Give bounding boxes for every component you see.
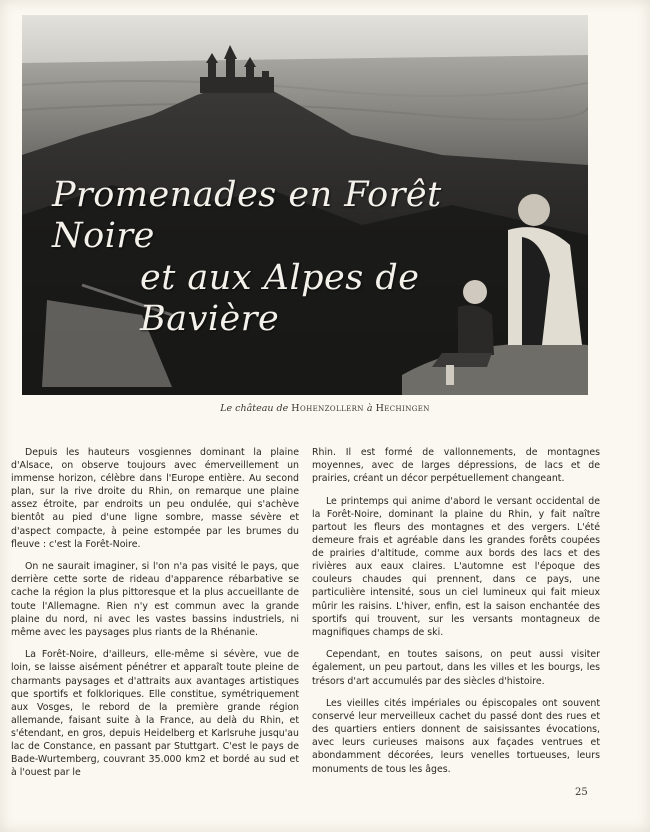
photo-caption [0,403,650,414]
caption-town: Hechingen [375,403,430,414]
left-column [11,446,299,789]
headline-line-2: et aux Alpes de Bavière [140,257,420,339]
headline-line-1: Promenades en Forêt Noire [52,175,442,257]
headline [52,175,472,340]
paragraph: Les vieilles cités impériales ou épiscopales ont souvent conservé leur merveilleux cachet du passé dont des rues et des quartiers entiers donnent de saisissantes évocations, avec leurs curieuses maisons aux façades ventrues et abondamment décorées, leurs venelles tortueuses, leurs monuments de tous les âges. [312,698,600,775]
paragraph: On ne saurait imaginer, si l'on n'a pas visité le pays, que derrière cette sorte de rideau d'apparence rébarbative se cache la région la plus pittoresque et la plus accueillante de toute l'Allemagne. Rien n'y est commun avec la grande plaine du nord, ni avec les vastes bassins industriels, ni même avec les paysages plus riants de la Rhénanie. [11,561,299,638]
caption-castle: Hohenzollern [291,403,364,414]
paragraph: Le printemps qui anime d'abord le versant occidental de la Forêt-Noire, dominant la plaine du Rhin, y fait naître partout les fleurs des montagnes et des vergers. L'été demeure frais et agréable dans les grandes forêts coupées de prairies d'altitude, comme aux bords des lacs et des rivières aux eaux claires. L'automne est l'époque des couleurs chaudes qui prennent, dans ce pays, une particulière intensité, sous un ciel lumineux qui fait mieux mûrir les raisins. L'hiver, enfin, est la saison enchantée des sportifs qui trouvent, sur les versants montagneux de magnifiques champs de ski. [312,495,600,638]
right-column [312,446,600,785]
paragraph: La Forêt-Noire, d'ailleurs, elle-même si sévère, vue de loin, se laisse aisément pénétrer et apparaît toute pleine de charmants paysages et d'attraits aux avantages artistiques que sportifs et folkloriques. Elle constitue, symétriquement aux Vosges, le rebord de la première grande région allemande, faisant suite à la France, au delà du Rhin, et s'étendant, en gros, depuis Heidelberg et Karlsruhe jusqu'au lac de Constance, en passant par Stuttgart. C'est le pays de Bade-Wurtemberg, couvrant 35.000 km2 et bordé au sud et à l'ouest par le [11,649,299,779]
paragraph: Depuis les hauteurs vosgiennes dominant la plaine d'Alsace, on observe toujours avec émerveillement un immense horizon, célèbre dans l'Europe entière. Au second plan, sur la rive droite du Rhin, on remarque une plaine assez étroite, par endroits un peu ondulée, qui s'achève bientôt au pied d'une ligne sombre, masse sévère et d'aspect compacte, à peine estompée par les brumes du fleuve : c'est la Forêt-Noire. [11,447,299,550]
page-number: 25 [575,787,588,798]
hohenzollern-photo [22,15,588,395]
paragraph: Rhin. Il est formé de vallonnements, de montagnes moyennes, avec de larges dépressions, de lacs et de prairies, créant un décor perpétuellement changeant. [312,447,600,485]
paragraph: Cependant, en toutes saisons, on peut aussi visiter également, un peu partout, dans les villes et les bourgs, les trésors d'art accumulés par des siècles d'histoire. [312,649,600,687]
caption-middle: à [366,403,373,414]
caption-prefix: Le château de [220,403,289,414]
